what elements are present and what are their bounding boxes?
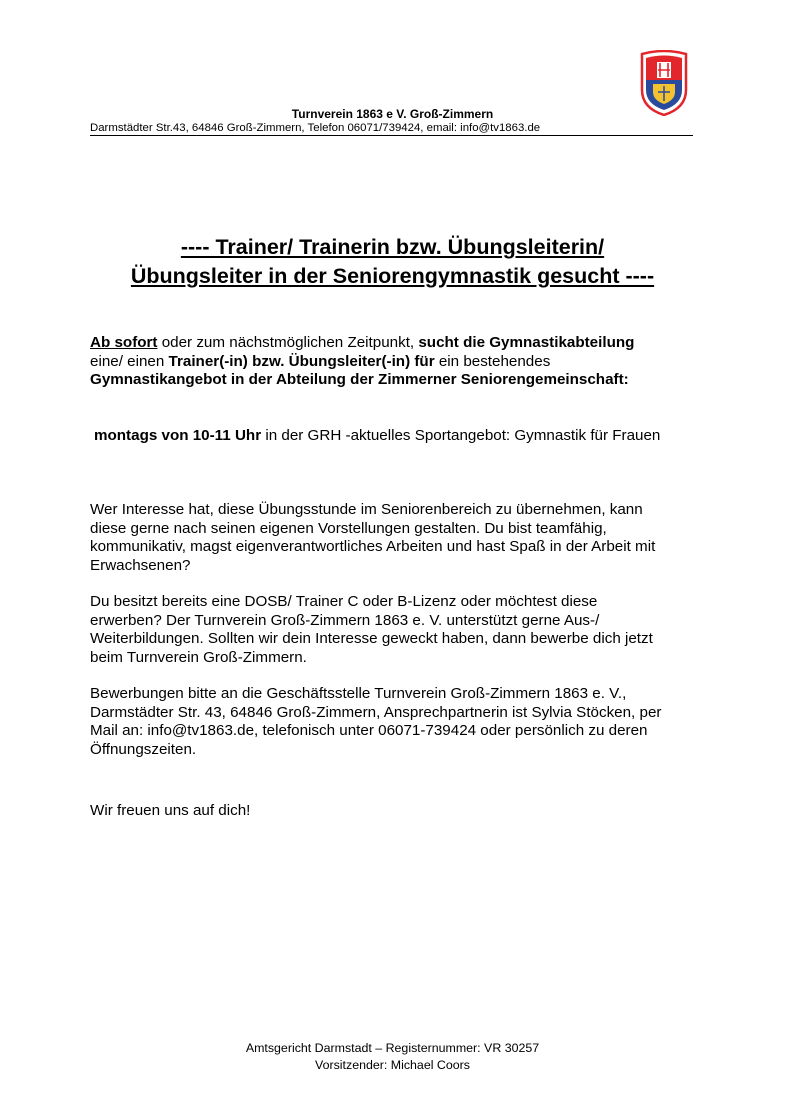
schedule-text: in der GRH -aktuelles Sportangebot: Gymnastik für Frauen	[261, 427, 661, 444]
p2-line: erwerben? Der Turnverein Groß-Zimmern 1863 e. V. unterstützt gerne Aus-/	[90, 611, 600, 629]
intro-paragraph	[90, 334, 710, 390]
paragraph-license	[90, 593, 710, 667]
p3-line: Darmstädter Str. 43, 64846 Groß-Zimmern, Ansprechpartnerin ist Sylvia Stöcken, per	[90, 703, 662, 721]
p1-line: diese gerne nach seinen eigenen Vorstellungen gestalten. Du bist teamfähig,	[90, 519, 607, 537]
contact-line: Darmstädter Str.43, 64846 Groß-Zimmern, Telefon 06071/739424, email: info@tv1863.de	[90, 122, 693, 136]
club-name: Turnverein 1863 e V. Groß-Zimmern	[291, 107, 494, 121]
p2-line: Du besitzt bereits eine DOSB/ Trainer C oder B-Lizenz oder möchtest diese	[90, 593, 598, 610]
intro-text-2: eine/ einen	[90, 352, 169, 370]
p3-line: Mail an: info@tv1863.de, telefonisch unter 06071-739424 oder persönlich zu deren	[90, 722, 648, 739]
headline	[40, 233, 745, 291]
intro-text-1: oder zum nächstmöglichen Zeitpunkt,	[157, 334, 419, 351]
intro-bold-1: sucht die Gymnastikabteilung	[418, 334, 635, 351]
intro-text-3: ein bestehendes	[434, 352, 551, 370]
headline-line-2: Übungsleiter in der Seniorengymnastik gesucht ----	[130, 264, 655, 288]
schedule-time: montags von 10-11 Uhr	[94, 427, 262, 444]
headline-line-1: ---- Trainer/ Trainerin bzw. Übungsleiterin/	[180, 235, 605, 259]
ab-sofort: Ab sofort	[90, 334, 158, 351]
closing-line: Wir freuen uns auf dich!	[90, 802, 251, 819]
footer	[0, 1040, 785, 1074]
p1-line: Erwachsenen?	[90, 556, 191, 574]
schedule-line	[94, 427, 660, 444]
footer-register: Amtsgericht Darmstadt – Registernummer: VR 30257	[245, 1041, 540, 1055]
p2-line: Weiterbildungen. Sollten wir dein Interesse geweckt haben, dann bewerbe dich jetzt	[90, 630, 653, 647]
intro-bold-2: Trainer(-in) bzw. Übungsleiter(-in) für	[168, 352, 435, 370]
p2-line: beim Turnverein Groß-Zimmern.	[90, 648, 307, 666]
p3-line: Bewerbungen bitte an die Geschäftsstelle Turnverein Groß-Zimmern 1863 e. V.,	[90, 685, 627, 702]
p1-line: Wer Interesse hat, diese Übungsstunde im Seniorenbereich zu übernehmen, kann	[90, 501, 643, 518]
paragraph-application	[90, 685, 710, 759]
p3-line: Öffnungszeiten.	[90, 740, 197, 758]
p1-line: kommunikativ, magst eigenverantwortliches Arbeiten und hast Spaß in der Arbeit mit	[90, 538, 656, 555]
footer-chairman: Vorsitzender: Michael Coors	[315, 1058, 470, 1072]
intro-bold-3: Gymnastikangebot in der Abteilung der Zimmerner Seniorengemeinschaft:	[90, 371, 629, 388]
paragraph-interest	[90, 501, 710, 575]
